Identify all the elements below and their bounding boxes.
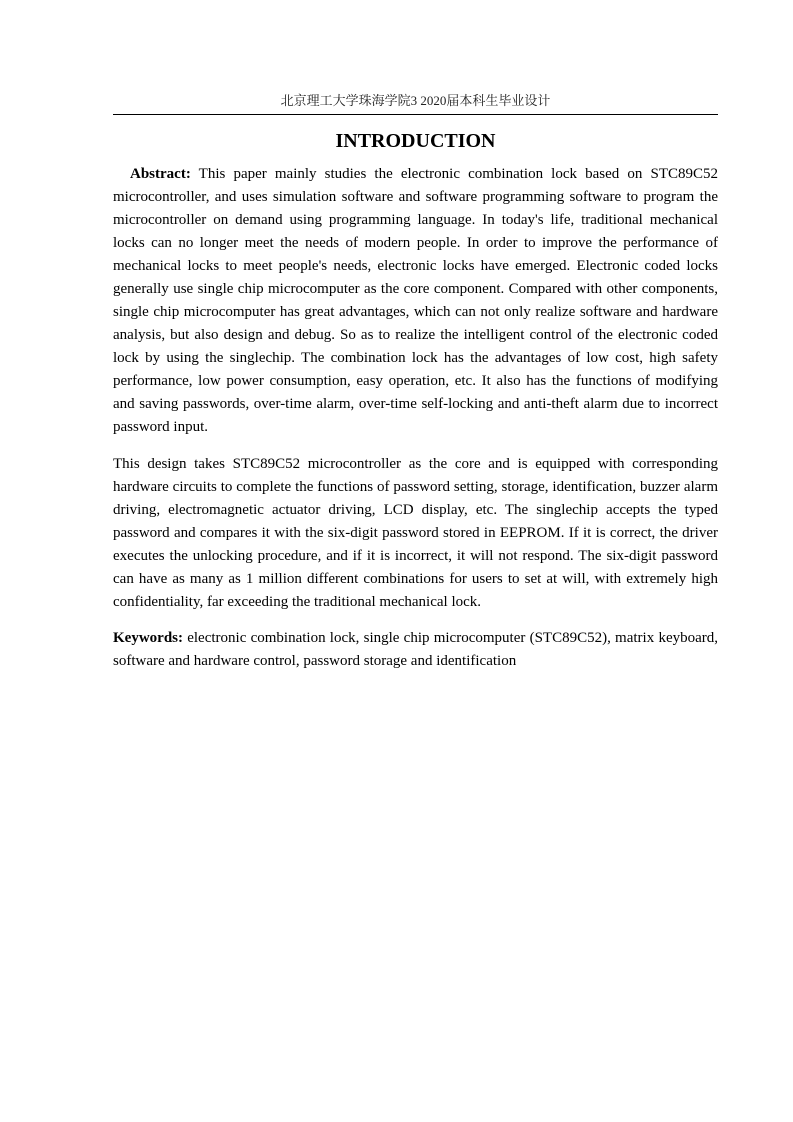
page-title: INTRODUCTION bbox=[335, 130, 496, 152]
design-paragraph: This design takes STC89C52 microcontroller as the core and is equipped with corresponding hardware circuits to complete the functions of password setting, storage, identification, buzzer alarm driving, electromagnetic actuator driving, LCD display, etc. The singlechip accepts the typed password and compares it with the six-digit password stored in EEPROM. If it is correct, the driver executes the unlocking procedure, and if it is incorrect, it will not respond. The six-digit password can have as many as 1 million different combinations for users to set at will, with extremely high confidentiality, far exceeding the traditional mechanical lock. bbox=[113, 456, 718, 610]
abstract-text: This paper mainly studies the electronic combination lock based on STC89C52 microcontroller, and uses simulation software and software programming software to program the microcontroller on demand using programming language. In today's life, traditional mechanical locks can no longer meet the needs of modern people. In order to improve the performance of mechanical locks to meet people's needs, electronic locks have emerged. Electronic coded locks generally use single chip microcomputer as the core component. Compared with other components, single chip microcomputer has great advantages, which can not only realize software and hardware analysis, but also design and debug. So as to realize the intelligent control of the electronic coded lock by using the singlechip. The combination lock has the advantages of low cost, high safety performance, low power consumption, easy operation, etc. It also has the functions of modifying and saving passwords, over-time alarm, over-time self-locking and anti-theft alarm due to incorrect password input. bbox=[113, 166, 718, 435]
keywords-paragraph bbox=[113, 627, 718, 673]
page-header: 北京理工大学珠海学院3 2020届本科生毕业设计 bbox=[280, 93, 551, 108]
abstract-paragraph bbox=[113, 163, 718, 439]
header-rule bbox=[113, 114, 718, 115]
keywords-text: electronic combination lock, single chip microcomputer (STC89C52), matrix keyboard, software and hardware control, password storage and identification bbox=[113, 630, 719, 669]
abstract-label: Abstract: bbox=[130, 166, 191, 182]
keywords-label: Keywords: bbox=[113, 630, 183, 646]
